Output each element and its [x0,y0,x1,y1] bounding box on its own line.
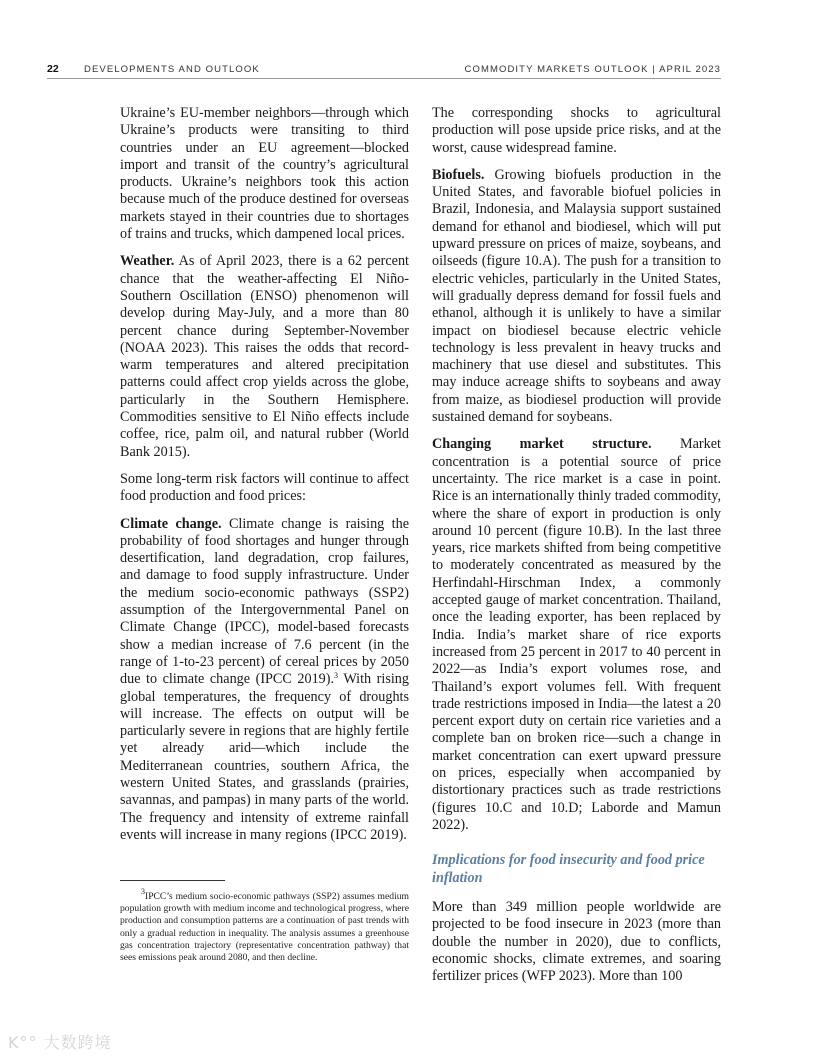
market-structure-label: Changing market structure. [432,436,652,453]
climate-text-b: With rising global temperatures, the frequency of droughts will increase. The effects on output will be particularly severe in regions that are highly fertile yet already arid—which include the Mediterranean countries, southern Africa, the western United States, and grasslands (prairies, savannas, and pampas) in many parts of the world. The frequency and intensity of extreme rainfall events will increase in many regions (IPCC 2019). [120,671,409,843]
paragraph-long-term-risks: Some long-term risk factors will continue to affect food production and food prices: [120,470,409,505]
footnote [120,887,409,964]
paragraph-climate-change [120,516,409,845]
biofuels-text: Growing biofuels production in the United States, and favorable biofuel policies in Brazil, Indonesia, and Malaysia support sustained demand for ethanol and biodiesel, which will put upward pressure on prices of maize, soybeans, and oilseeds (figure 10.A). The push for a transition to electric vehicles, particularly in the United States, will gradually depress demand for fossil fuels and ethanol, although it is unlikely to have a similar impact on biodiesel because electric vehicle technology is less prevalent in heavy trucks and machinery that use diesel and substitutes. This may induce acreage shifts to soybeans and away from maize, as biodiesel production will provide sustained demand for soybeans. [432,166,721,426]
watermark-logo: K°° 大数跨境 [8,1033,112,1052]
biofuels-label: Biofuels. [432,166,485,183]
paragraph-weather [120,253,409,461]
section-subheading: Implications for food insecurity and food price inflation [432,852,705,886]
paragraph-ukraine-neighbors: Ukraine’s EU-member neighbors—through which Ukraine’s products were transiting to third countries under an EU agreement—blocked import and transit of the country’s agricultural products. Ukraine’s neighbors took this action because much of the produce destined for overseas markets stayed in their countries due to shortages of trains and trucks, which dampened local prices. [120,105,409,243]
market-structure-text: Market concentration is a potential source of price uncertainty. The rice market is a case in point. Rice is an internationally thinly traded commodity, where the share of export in production is only around 10 percent (figure 10.B). In the last three years, rice markets shifted from being competitive to moderately concentrated as measured by the Herfindahl-Hirschman Index, a commonly accepted gauge of market concentration. Thailand, once the leading exporter, has been replaced by India. India’s market share of rice exports increased from 25 percent in 2017 to 40 percent in 2022—as India’s export volumes rose, and Thailand’s export volumes fell. With frequent trade restrictions imposed in India—the latest a 20 percent export duty on certain rice varieties and a complete ban on broken rice—such a change in market concentration can exert upward pressure on prices, especially when accompanied by distortionary practices such as trade restrictions (figures 10.C and 10.D; Laborde and Mamun 2022). [432,436,721,833]
section-title: DEVELOPMENTS AND OUTLOOK [84,64,260,75]
right-column [432,105,721,996]
paragraph-shocks: The corresponding shocks to agricultural production will pose upside price risks, and at the worst, cause widespread famine. [432,105,721,156]
footnote-number: 3 [141,887,145,896]
page-number: 22 [47,63,59,75]
weather-text: As of April 2023, there is a 62 percent chance that the weather-affecting El Niño-Southern Oscillation (ENSO) phenomenon will develop during May-July, and a more than 80 percent chance during September-November (NOAA 2023). This raises the odds that record-warm temperatures and altered precipitation patterns could affect crop yields across the globe, particularly in the Southern Hemisphere. Commodities sensitive to El Niño effects include coffee, rice, palm oil, and natural rubber (World Bank 2015). [120,253,409,460]
paragraph-biofuels [432,167,721,426]
weather-label: Weather. [120,253,175,270]
paragraph-market-structure [432,436,721,834]
climate-label: Climate change. [120,515,222,532]
footnote-reference[interactable]: 3 [334,671,339,681]
left-column [120,105,409,854]
climate-text-a: Climate change is raising the probability of food shortages and hunger through desertification, land degradation, crop failures, and damage to food supply infrastructure. Under the medium socio-economic pathways (SSP2) assumption of the Intergovernmental Panel on Climate Change (IPCC), model-based forecasts show a median increase of 7.6 percent (in the range of 1-to-23 percent) of cereal prices by 2050 due to climate change (IPCC 2019). [120,515,409,688]
footnote-divider [120,880,225,881]
running-header [47,62,721,79]
footnote-text: IPCC’s medium socio-economic pathways (SSP2) assumes medium population growth with medium income and technological progress, where production and consumption patterns are a continuation of past trends with only a gradual reduction in inequality. The analysis assumes a greenhouse gas concentration trajectory (representative concentration pathway) that sees emissions peak around 2080, and then decline. [120,891,409,964]
publication-title: COMMODITY MARKETS OUTLOOK | APRIL 2023 [464,64,721,75]
paragraph-food-insecurity: More than 349 million people worldwide are projected to be food insecure in 2023 (more than double the number in 2020), due to conflicts, economic shocks, climate extremes, and soaring fertilizer prices (WFP 2023). More than 100 [432,899,721,985]
